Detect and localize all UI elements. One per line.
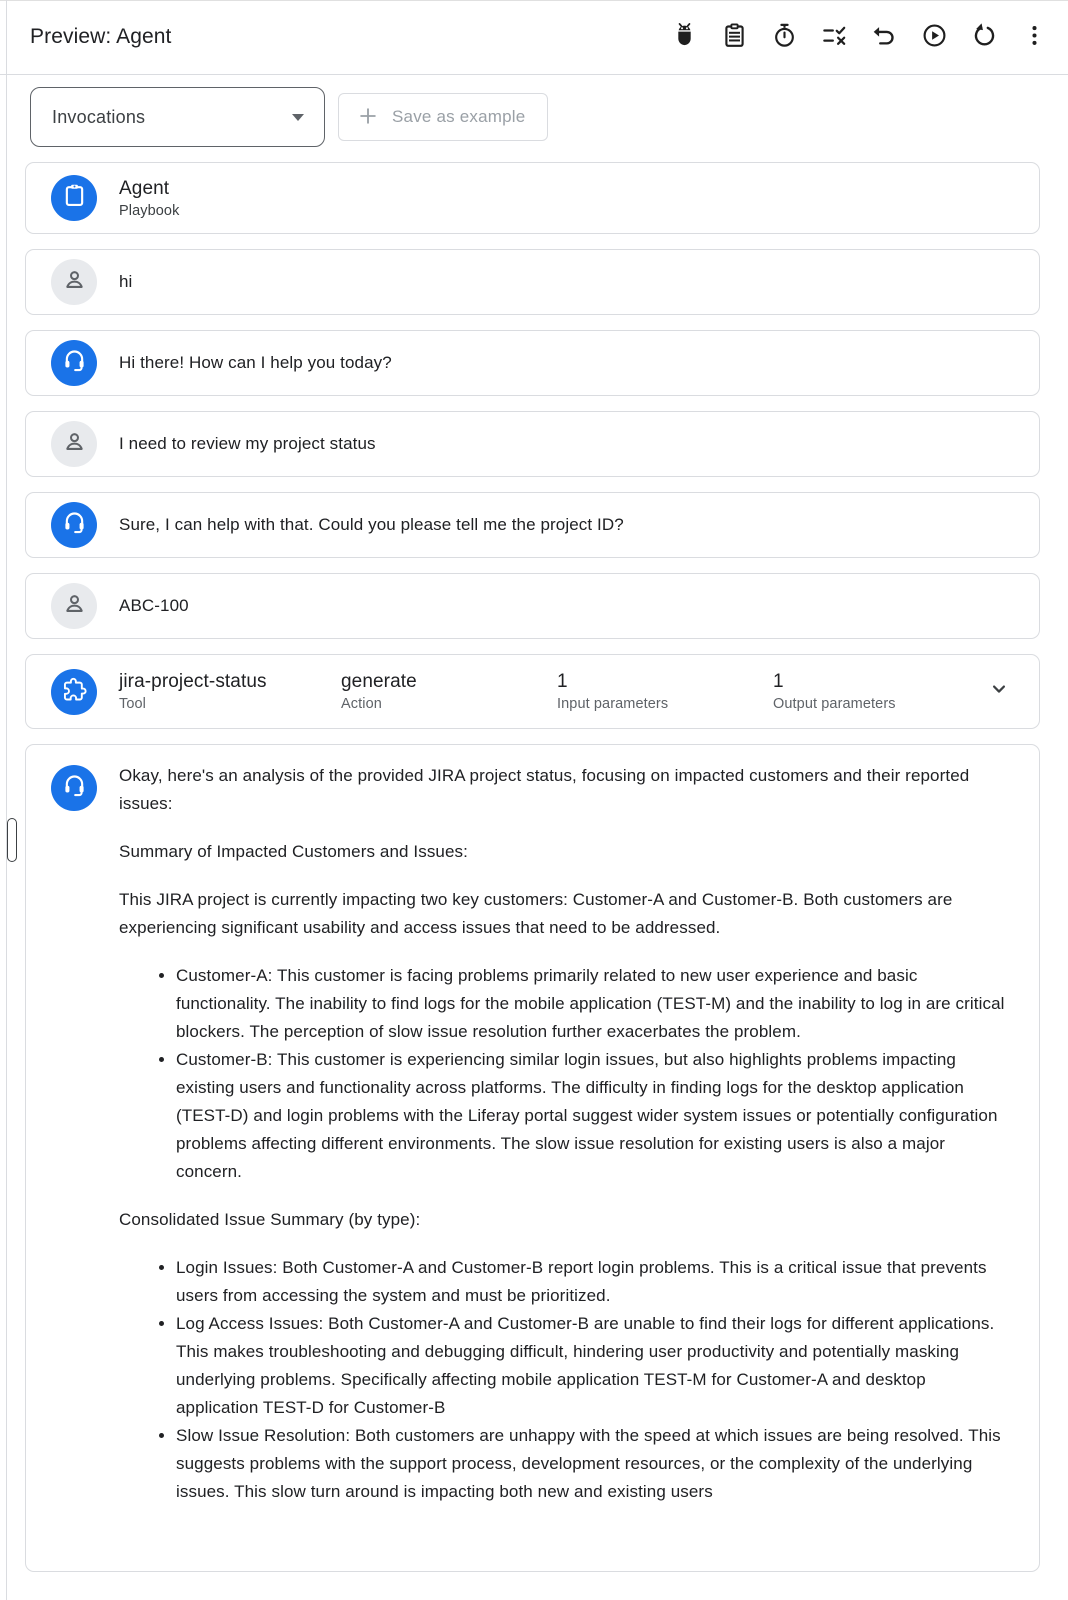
clipboard-icon bbox=[61, 182, 88, 214]
tool-name: jira-project-status bbox=[119, 671, 267, 692]
message-text: Sure, I can help with that. Could you please tell me the project ID? bbox=[119, 515, 624, 534]
play-circle-icon bbox=[921, 22, 948, 52]
more-vert-icon bbox=[1021, 22, 1048, 52]
agent-avatar bbox=[51, 340, 97, 386]
more-options-button[interactable] bbox=[1016, 19, 1052, 55]
user-avatar bbox=[51, 421, 97, 467]
tool-input-count: 1 bbox=[557, 671, 568, 692]
agent-avatar bbox=[51, 502, 97, 548]
list-item: • Log Access Issues: Both Customer-A and Customer-B are unable to find their logs for different applications. This makes troubleshooting and debugging difficult, hindering user productivity and potentially masking underlying problems. Specifically affecting mobile application TEST-M for Customer-A and desktop application TEST-D for Customer-B bbox=[176, 1310, 1011, 1422]
person-icon bbox=[61, 428, 88, 460]
save-as-example-button[interactable] bbox=[338, 93, 548, 141]
consolidated-heading: Consolidated Issue Summary (by type): bbox=[119, 1210, 421, 1229]
playbook-card[interactable] bbox=[25, 162, 1040, 234]
page-title: Preview: Agent bbox=[30, 25, 172, 48]
rule-check-icon bbox=[821, 22, 848, 52]
debug-button[interactable] bbox=[666, 19, 702, 55]
chevron-down-icon bbox=[292, 114, 304, 121]
tool-action: generate bbox=[341, 671, 417, 692]
customer-issues-list bbox=[119, 962, 1011, 1186]
notes-clipboard-icon bbox=[721, 22, 748, 52]
message-text: Hi there! How can I help you today? bbox=[119, 353, 392, 372]
message-text: hi bbox=[119, 272, 133, 291]
agent-analysis-text bbox=[119, 762, 1011, 1526]
panel-resize-handle[interactable] bbox=[7, 818, 17, 862]
refresh-icon bbox=[971, 22, 998, 52]
list-item: • Customer-A: This customer is facing problems primarily related to new user experience and basic functionality. The inability to find logs for the mobile application (TEST-M) and the inability to log in are critical blockers. The perception of slow issue resolution further exacerbates the problem. bbox=[176, 962, 1011, 1046]
run-button[interactable] bbox=[916, 19, 952, 55]
plus-icon bbox=[357, 105, 379, 130]
headset-icon bbox=[61, 347, 88, 379]
timer-icon bbox=[771, 22, 798, 52]
agent-message-card[interactable] bbox=[25, 492, 1040, 558]
undo-icon bbox=[871, 22, 898, 52]
evaluation-button[interactable] bbox=[816, 19, 852, 55]
user-message-card[interactable] bbox=[25, 573, 1040, 639]
user-avatar bbox=[51, 259, 97, 305]
message-text: ABC-100 bbox=[119, 596, 189, 615]
person-icon bbox=[61, 266, 88, 298]
analysis-overview: This JIRA project is currently impacting two key customers: Customer-A and Customer-B. Both customers are experiencing significant usability and access issues that need to be addressed. bbox=[119, 890, 953, 937]
playbook-title: Agent bbox=[119, 177, 170, 199]
person-icon bbox=[61, 590, 88, 622]
view-mode-select[interactable] bbox=[30, 87, 325, 147]
save-as-example-label: Save as example bbox=[392, 107, 526, 126]
analysis-summary-heading: Summary of Impacted Customers and Issues: bbox=[119, 842, 468, 861]
tool-output-label: Output parameters bbox=[773, 696, 896, 712]
headset-icon bbox=[61, 509, 88, 541]
list-item: • Login Issues: Both Customer-A and Customer-B report login problems. This is a critical issue that prevents users from accessing the system and must be prioritized. bbox=[176, 1254, 1011, 1310]
playbook-avatar bbox=[51, 175, 97, 221]
chevron-down-icon bbox=[986, 676, 1012, 707]
controls-row bbox=[0, 86, 1068, 148]
message-text: I need to review my project status bbox=[119, 434, 376, 453]
restart-button[interactable] bbox=[966, 19, 1002, 55]
list-item: • Customer-B: This customer is experiencing similar login issues, but also highlights problems impacting existing users and functionality across platforms. The difficulty in finding logs for the desktop application (TEST-D) and login problems with the Liferay portal suggest wider system issues or potentially configuration problems affecting different environments. The slow issue resolution for existing users is also a major concern. bbox=[176, 1046, 1011, 1186]
headset-icon bbox=[61, 772, 88, 804]
panel-left-border bbox=[6, 0, 7, 1600]
extension-puzzle-icon bbox=[61, 676, 88, 708]
tool-action-label: Action bbox=[341, 696, 382, 712]
bug-report-icon bbox=[671, 22, 698, 52]
tool-invocation-card[interactable] bbox=[25, 654, 1040, 729]
undo-button[interactable] bbox=[866, 19, 902, 55]
user-message-card[interactable] bbox=[25, 411, 1040, 477]
tool-input-label: Input parameters bbox=[557, 696, 669, 712]
analysis-intro: Okay, here's an analysis of the provided JIRA project status, focusing on impacted customers and their reported issues: bbox=[119, 766, 970, 813]
list-item: • Slow Issue Resolution: Both customers are unhappy with the speed at which issues are being resolved. This suggests problems with the support process, development resources, or the complexity of the underlying issues. This slow turn around is impacting both new and existing users bbox=[176, 1422, 1011, 1506]
header-actions bbox=[666, 19, 1052, 55]
expand-tool-button[interactable] bbox=[984, 677, 1014, 707]
agent-analysis-card[interactable] bbox=[25, 744, 1040, 1572]
transcript-button[interactable] bbox=[716, 19, 752, 55]
conversation-list bbox=[25, 162, 1040, 1572]
user-message-card[interactable] bbox=[25, 249, 1040, 315]
tool-name-label: Tool bbox=[119, 696, 146, 712]
view-mode-selected-value: Invocations bbox=[52, 106, 146, 127]
tool-avatar bbox=[51, 669, 97, 715]
issue-type-list bbox=[119, 1254, 1011, 1506]
preview-header bbox=[0, 0, 1068, 75]
agent-message-card[interactable] bbox=[25, 330, 1040, 396]
tool-output-count: 1 bbox=[773, 671, 784, 692]
user-avatar bbox=[51, 583, 97, 629]
playbook-subtitle: Playbook bbox=[119, 202, 180, 219]
latency-button[interactable] bbox=[766, 19, 802, 55]
agent-avatar bbox=[51, 765, 97, 811]
